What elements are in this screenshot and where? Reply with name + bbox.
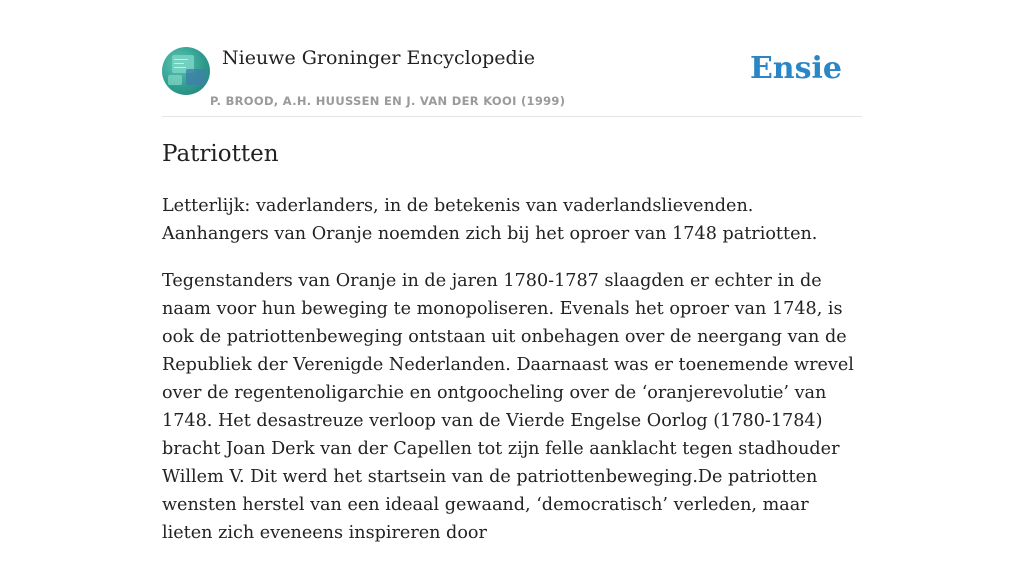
entry-paragraph: Tegenstanders van Oranje in de jaren 1780-1787 slaagden er echter in de naam voor hun beweging te monopoliseren. Evenals het oproer van 1748, is ook de patriottenbeweging ontstaan uit onbehagen over de neergang van de Republiek der Verenigde Nederlanden. Daarnaast was er toenemende wrevel over de regentenoligarchie en ontgoocheling over de ‘oranjerevolutie’ van 1748. Het desastreuze verloop van de Vierde Engelse Oorlog (1780-1784) bracht Joan Derk van der Capellen tot zijn felle aanklacht tegen stadhouder Willem V. Dit werd het startsein van de patriottenbeweging.De patriotten wensten herstel van een ideaal gewaand, ‘democratisch’ verleden, maar lieten zich eveneens inspireren door [162, 271, 854, 543]
publication-authors: P. BROOD, A.H. HUUSSEN EN J. VAN DER KOOI (1999) [210, 94, 566, 108]
entry-paragraph: Letterlijk: vaderlanders, in de betekenis van vaderlandslievenden. Aanhangers van Oranje noemden zich bij het oproer van 1748 patriotten. [162, 196, 818, 244]
page-content [162, 0, 862, 543]
entry-title: Patriotten [162, 141, 279, 167]
avatar-line [174, 63, 184, 64]
avatar-panel [186, 69, 206, 85]
publication-avatar[interactable] [162, 47, 210, 95]
avatar-line [174, 67, 186, 68]
publication-title-link[interactable]: Nieuwe Groninger Encyclopedie [222, 47, 536, 69]
avatar-line [174, 59, 188, 60]
ensie-logo-link[interactable]: Ensie [749, 51, 842, 86]
entry-body [162, 192, 862, 566]
avatar-panel [168, 75, 182, 85]
publication-header [162, 0, 862, 117]
